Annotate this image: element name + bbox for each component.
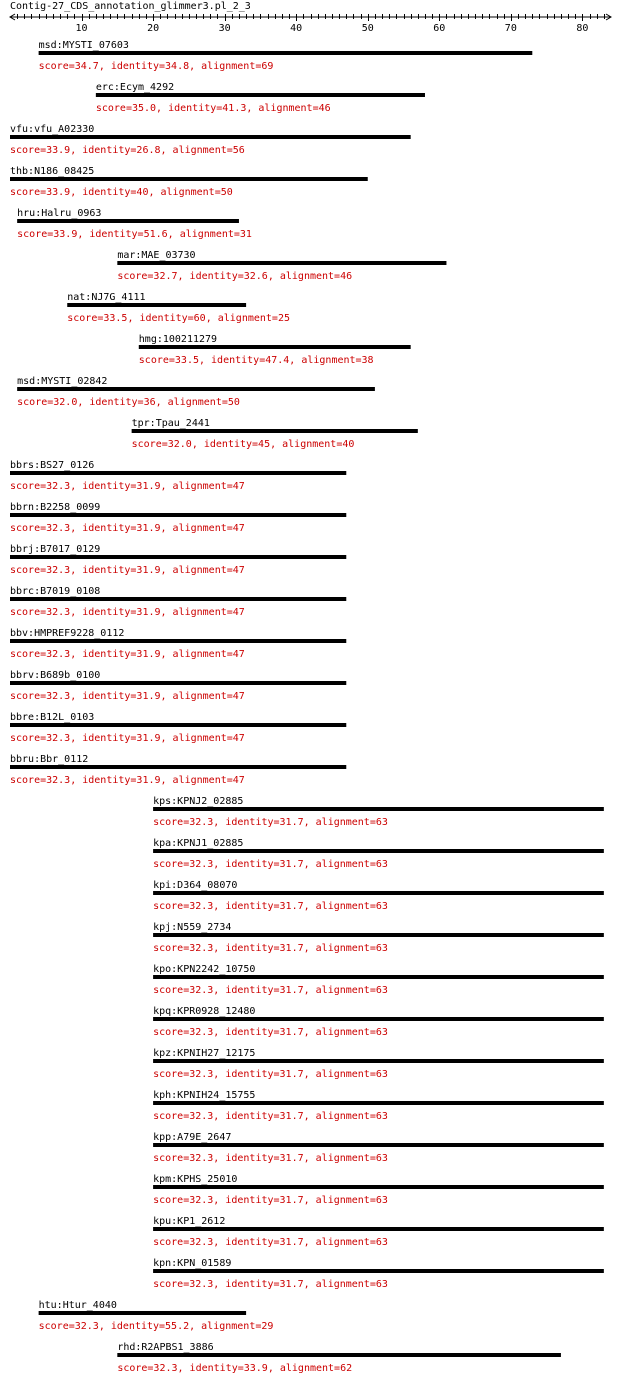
- hit-label: vfu:vfu_A02330: [10, 124, 95, 135]
- hit-score: score=32.3, identity=31.7, alignment=63: [153, 901, 388, 912]
- hit-row: [153, 922, 604, 954]
- axis-tick-label: 80: [576, 23, 589, 34]
- hit-score: score=33.5, identity=60, alignment=25: [67, 313, 291, 324]
- hit-score: score=32.3, identity=31.9, alignment=47: [10, 481, 245, 492]
- hit-bar: [10, 513, 346, 517]
- axis-tick-label: 30: [218, 23, 231, 34]
- hit-row: [153, 796, 604, 828]
- hit-label: kpu:KP1_2612: [153, 1216, 226, 1227]
- hit-label: bbrn:B2258_0099: [10, 502, 101, 513]
- hit-label: kpo:KPN2242_10750: [153, 964, 256, 975]
- hit-bar: [10, 681, 346, 685]
- hit-bar: [67, 303, 246, 307]
- hit-label: bbrj:B7017_0129: [10, 544, 101, 555]
- hit-label: mar:MAE_03730: [117, 250, 196, 261]
- hit-row: [17, 208, 252, 240]
- hit-score: score=32.3, identity=31.7, alignment=63: [153, 1237, 388, 1248]
- hit-bar: [153, 1185, 604, 1189]
- hit-score: score=33.9, identity=51.6, alignment=31: [17, 229, 252, 240]
- hit-row: [10, 544, 346, 576]
- hit-row: [10, 460, 346, 492]
- hit-score: score=32.3, identity=31.7, alignment=63: [153, 1195, 388, 1206]
- hit-label: kpj:N559_2734: [153, 922, 232, 933]
- diagram-title: Contig-27_CDS_annotation_glimmer3.pl_2_3: [10, 1, 251, 12]
- hit-row: [117, 250, 446, 282]
- hit-bar: [153, 1017, 604, 1021]
- hit-score: score=32.3, identity=31.7, alignment=63: [153, 1279, 388, 1290]
- hit-bar: [139, 345, 411, 349]
- hit-label: htu:Htur_4040: [38, 1300, 117, 1311]
- hit-bar: [10, 135, 411, 139]
- hit-score: score=32.3, identity=55.2, alignment=29: [38, 1321, 274, 1332]
- hit-bar: [117, 261, 446, 265]
- hit-row: [17, 376, 375, 408]
- hit-row: [96, 82, 425, 114]
- hit-label: bbrv:B689b_0100: [10, 670, 101, 681]
- hit-row: [39, 1300, 274, 1332]
- hit-label: nat:NJ7G_4111: [67, 292, 146, 303]
- hit-label: kpa:KPNJ1_02885: [153, 838, 244, 849]
- hit-score: score=32.3, identity=31.9, alignment=47: [10, 565, 245, 576]
- hit-label: kps:KPNJ2_02885: [153, 796, 244, 807]
- hit-bar: [153, 1101, 604, 1105]
- hit-score: score=33.9, identity=40, alignment=50: [10, 187, 233, 198]
- axis-tick-label: 40: [290, 23, 303, 34]
- hit-bar: [153, 1227, 604, 1231]
- hit-bar: [17, 387, 375, 391]
- hit-bar: [153, 1269, 604, 1273]
- hit-bar: [153, 807, 604, 811]
- hit-score: score=32.3, identity=31.7, alignment=63: [153, 1153, 388, 1164]
- hit-bar: [117, 1353, 561, 1357]
- hit-score: score=32.3, identity=31.7, alignment=63: [153, 943, 388, 954]
- hit-label: bbre:B12L_0103: [10, 712, 95, 723]
- hit-bar: [153, 849, 604, 853]
- hit-label: kpi:D364_08070: [153, 880, 238, 891]
- hit-row: [153, 838, 604, 870]
- hit-label: msd:MYSTI_07603: [38, 40, 129, 51]
- hit-score: score=33.9, identity=26.8, alignment=56: [10, 145, 245, 156]
- hit-label: bbrc:B7019_0108: [10, 586, 101, 597]
- hit-row: [153, 964, 604, 996]
- hit-label: rhd:R2APBS1_3886: [117, 1342, 214, 1353]
- hit-score: score=33.5, identity=47.4, alignment=38: [138, 355, 374, 366]
- hit-list: [10, 40, 604, 1374]
- hit-label: kpp:A79E_2647: [153, 1132, 232, 1143]
- hit-bar: [10, 177, 368, 181]
- hit-score: score=32.3, identity=31.9, alignment=47: [10, 607, 245, 618]
- hit-score: score=32.3, identity=31.7, alignment=63: [153, 859, 388, 870]
- hit-row: [153, 1048, 604, 1080]
- axis-tick-label: 10: [75, 23, 88, 34]
- hit-score: score=32.0, identity=36, alignment=50: [17, 397, 240, 408]
- hit-bar: [153, 1059, 604, 1063]
- hit-bar: [153, 975, 604, 979]
- hit-label: msd:MYSTI_02842: [17, 376, 108, 387]
- hit-score: score=34.7, identity=34.8, alignment=69: [38, 61, 274, 72]
- axis-tick-label: 50: [361, 23, 374, 34]
- hit-bar: [132, 429, 418, 433]
- axis-tick-label: 70: [504, 23, 517, 34]
- hit-score: score=32.3, identity=31.7, alignment=63: [153, 1111, 388, 1122]
- hit-score: score=32.3, identity=31.9, alignment=47: [10, 649, 245, 660]
- hit-row: [10, 754, 346, 786]
- hit-score: score=32.3, identity=31.7, alignment=63: [153, 1027, 388, 1038]
- hit-row: [10, 712, 346, 744]
- hit-label: kpz:KPNIH27_12175: [153, 1048, 256, 1059]
- hit-row: [153, 1006, 604, 1038]
- hit-label: erc:Ecym_4292: [95, 82, 175, 93]
- hit-score: score=32.3, identity=31.9, alignment=47: [10, 691, 245, 702]
- hit-score: score=32.0, identity=45, alignment=40: [131, 439, 355, 450]
- hit-label: kpq:KPR0928_12480: [153, 1006, 256, 1017]
- hit-row: [10, 586, 346, 618]
- hit-row: [153, 1174, 604, 1206]
- position-axis: [10, 14, 611, 34]
- hit-bar: [10, 639, 346, 643]
- hit-row: [153, 1132, 604, 1164]
- hit-label: tpr:Tpau_2441: [131, 418, 210, 429]
- hit-score: score=32.3, identity=31.9, alignment=47: [10, 733, 245, 744]
- hit-bar: [153, 1143, 604, 1147]
- hit-bar: [10, 555, 346, 559]
- hit-score: score=32.3, identity=33.9, alignment=62: [117, 1363, 353, 1374]
- hit-bar: [39, 51, 533, 55]
- hit-label: hru:Halru_0963: [17, 208, 102, 219]
- hit-label: hmg:100211279: [138, 334, 218, 345]
- hit-row: [10, 166, 368, 198]
- hit-score: score=32.3, identity=31.9, alignment=47: [10, 775, 245, 786]
- hit-row: [153, 1090, 604, 1122]
- hit-row: [117, 1342, 561, 1374]
- hit-label: bbru:Bbr_0112: [10, 754, 89, 765]
- hit-label: bbv:HMPREF9228_0112: [10, 628, 125, 639]
- hit-bar: [153, 933, 604, 937]
- hit-row: [10, 670, 346, 702]
- axis-tick-label: 60: [433, 23, 446, 34]
- hit-score: score=32.3, identity=31.7, alignment=63: [153, 1069, 388, 1080]
- hit-label: bbrs:BS27_0126: [10, 460, 95, 471]
- hit-bar: [96, 93, 425, 97]
- hit-label: kpn:KPN_01589: [153, 1258, 232, 1269]
- hit-row: [139, 334, 411, 366]
- hit-row: [10, 502, 346, 534]
- hit-row: [67, 292, 290, 324]
- hit-score: score=32.7, identity=32.6, alignment=46: [117, 271, 353, 282]
- hit-score: score=32.3, identity=31.7, alignment=63: [153, 817, 388, 828]
- hit-row: [10, 628, 346, 660]
- hit-bar: [153, 891, 604, 895]
- hit-bar: [39, 1311, 246, 1315]
- hit-label: kpm:KPHS_25010: [153, 1174, 238, 1185]
- hit-score: score=32.3, identity=31.7, alignment=63: [153, 985, 388, 996]
- hit-bar: [10, 723, 346, 727]
- hit-row: [132, 418, 418, 450]
- hit-score: score=32.3, identity=31.9, alignment=47: [10, 523, 245, 534]
- hit-row: [10, 124, 411, 156]
- hit-bar: [10, 471, 346, 475]
- hit-row: [153, 880, 604, 912]
- axis-tick-label: 20: [147, 23, 160, 34]
- hit-label: kph:KPNIH24_15755: [153, 1090, 256, 1101]
- hit-row: [39, 40, 533, 72]
- hit-bar: [10, 765, 346, 769]
- hit-bar: [10, 597, 346, 601]
- hit-bar: [17, 219, 239, 223]
- hit-label: thb:N186_08425: [10, 166, 95, 177]
- hit-score: score=35.0, identity=41.3, alignment=46: [95, 103, 331, 114]
- hit-row: [153, 1216, 604, 1248]
- hit-row: [153, 1258, 604, 1290]
